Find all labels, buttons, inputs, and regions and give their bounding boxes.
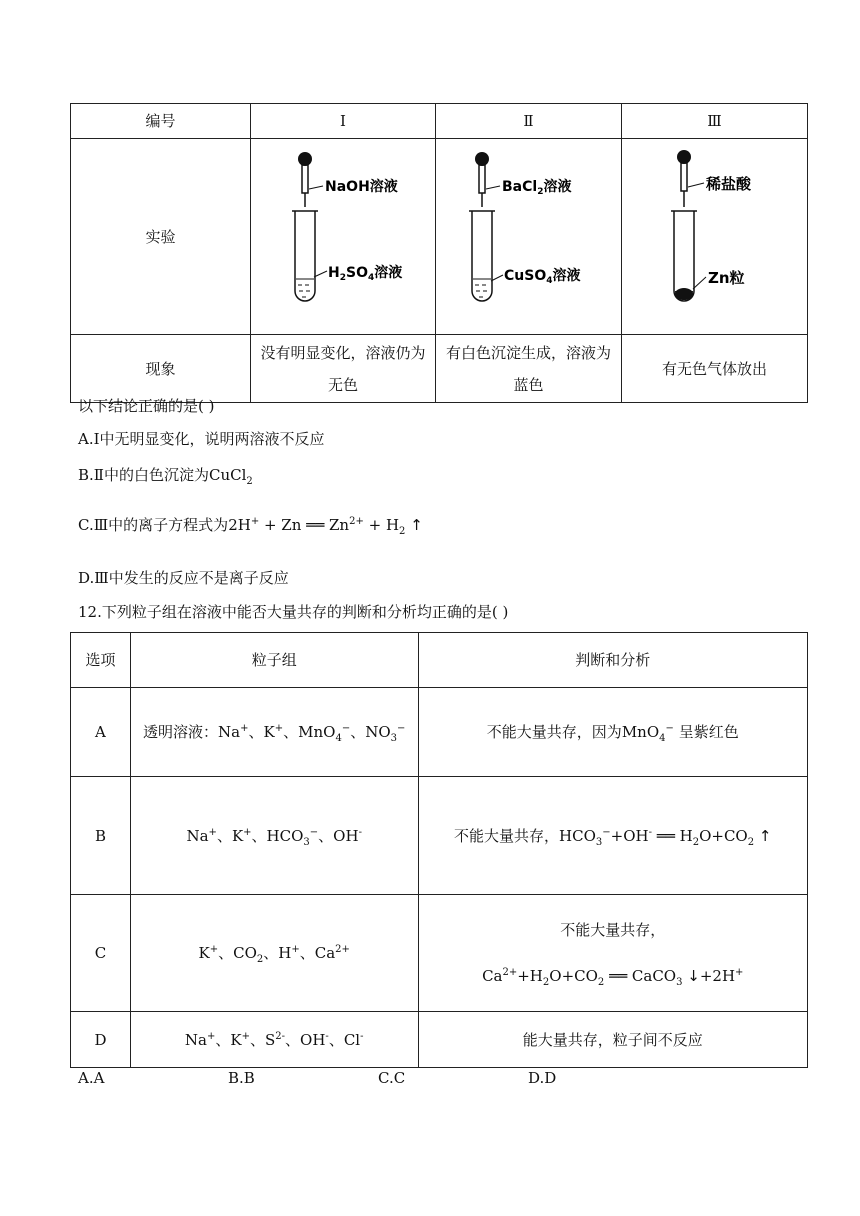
label-cuso4: CuSO$_4$溶液 (504, 268, 581, 286)
row-a-analysis: 不能大量共存，因为MnO$_4$− 呈紫红色 (418, 688, 808, 777)
row-b-particles: Na+、K+、$HCO_3^-$、OH- (130, 777, 418, 895)
experiment-table (70, 103, 808, 403)
header-analysis: 判断和分析 (418, 633, 808, 688)
header-option: 选项 (71, 633, 131, 688)
row-b-option: B (71, 777, 131, 895)
row-d-option: D (71, 1012, 131, 1068)
choice-c[interactable]: C.C (378, 1069, 406, 1087)
header-number: 编号 (71, 104, 251, 139)
experiment-label: 实验 (71, 139, 251, 335)
row-a-particles: 透明溶液：Na+、K+、MnO$_4$−、$NO_3^-$ (130, 688, 418, 777)
row-c-particles: K+、$CO_2$、H+、$Ca^{2+}$ (130, 895, 418, 1012)
phenomenon-I: 没有明显变化，溶液仍为无色 (251, 335, 436, 403)
row-c-option: C (71, 895, 131, 1012)
row-a-option: A (71, 688, 131, 777)
header-II: Ⅱ (436, 104, 622, 139)
row-d-analysis: 能大量共存，粒子间不反应 (418, 1012, 808, 1068)
row-c-analysis: 不能大量共存， $Ca^{2+}+H_2O+CO_2$ ══ CaCO$_3$ ↓+2H+ (418, 895, 808, 1012)
label-bacl2: BaCl$_2$溶液 (502, 179, 572, 197)
q11-option-d: D.Ⅲ中发生的反应不是离子反应 (78, 569, 289, 587)
q11-option-c: C.Ⅲ中的离子方程式为2H+ + Zn ══ $Zn^{2+} + H_2$ ↑ (78, 516, 423, 537)
header-III: Ⅲ (622, 104, 808, 139)
figure-III (622, 139, 808, 335)
q12-stem: 12.下列粒子组在溶液中能否大量共存的判断和分析均正确的是( ) (78, 603, 509, 621)
q11-option-b: B.Ⅱ中的白色沉淀为CuCl$_2$ (78, 466, 253, 487)
label-hcl: 稀盐酸 (706, 175, 752, 193)
figure-I (251, 139, 436, 335)
choice-a[interactable]: A.A (78, 1069, 105, 1087)
label-h2so4: $H_2SO_4$溶液 (328, 265, 403, 283)
q11-stem: 以下结论正确的是( ) (78, 397, 215, 415)
choice-d[interactable]: D.D (528, 1069, 557, 1087)
phenomenon-II: 有白色沉淀生成，溶液为蓝色 (436, 335, 622, 403)
label-zn: Zn粒 (708, 269, 745, 287)
header-particles: 粒子组 (130, 633, 418, 688)
row-d-particles: Na+、K+、$S^{2-}$、OH-、Cl- (130, 1012, 418, 1068)
row-b-analysis: 不能大量共存，$HCO_3^-+OH^-$ ══ $H_2O+CO_2$ ↑ (418, 777, 808, 895)
figure-II (436, 139, 622, 335)
label-naoh: NaOH溶液 (325, 179, 398, 195)
q11-option-a: A.Ⅰ中无明显变化，说明两溶液不反应 (78, 430, 325, 448)
header-I: Ⅰ (251, 104, 436, 139)
phenomenon-label: 现象 (71, 335, 251, 403)
coexistence-table (70, 632, 808, 1068)
choice-b[interactable]: B.B (228, 1069, 255, 1087)
phenomenon-III: 有无色气体放出 (622, 335, 808, 403)
